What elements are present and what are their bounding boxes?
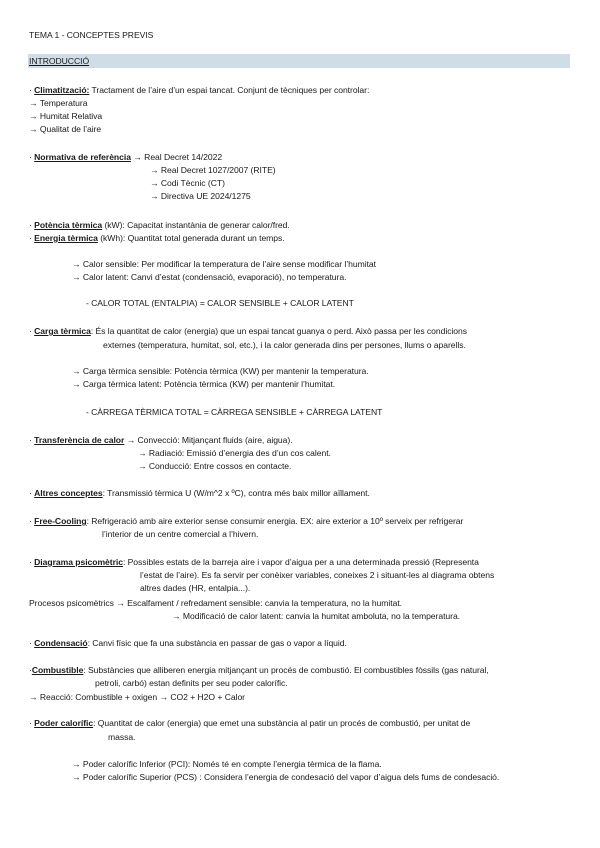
poder-line: · Poder calorífic: Quantitat de calor (energia) que emet una substància al patir un procés de combustió, per unitat de xyxy=(29,718,471,728)
calor-total: - CALOR TOTAL (ENTALPIA) = CALOR SENSIBLE + CALOR LATENT xyxy=(86,298,354,308)
altres-line: · Altres conceptes: Transmissió tèrmica U (W/m^2 x ºC), contra més baix millor aïllament. xyxy=(29,488,370,498)
procesos-line-2: → Modificació de calor latent: canvia la humitat amboluta, no la temperatura. xyxy=(172,611,461,621)
poder-line-2: massa. xyxy=(108,732,136,742)
carga-line: · Carga tèrmica: És la quantitat de calor (energia) que un espai tancat guanya o perd. Això passa per les condicions xyxy=(29,326,468,336)
diagrama-line-2: l’estat de l’aire). Es fa servir per conèixer variables, coneixes 2 i situant-les al diagrama obtens xyxy=(140,570,495,580)
list-item: → Temperatura xyxy=(29,98,88,108)
calor-latent: → Calor latent: Canvi d’estat (condensació, evaporació), no temperatura. xyxy=(72,272,347,282)
list-item: → Codi Tècnic (CT) xyxy=(150,178,225,188)
reaccio-line: → Reacció: Combustible + oxigen → CO2 + H2O + Calor xyxy=(29,692,245,702)
list-item: → Real Decret 1027/2007 (RITE) xyxy=(150,165,276,175)
condensacio-line: · Condensació: Canvi físic que fa una substància en passar de gas o vapor a líquid. xyxy=(29,638,347,648)
list-item: → Directiva UE 2024/1275 xyxy=(150,191,251,201)
diagrama-line: · Diagrama psicomètric: Possibles estats de la barreja aire i vapor d’aigua per a una determinada pressió (Representa xyxy=(29,557,479,567)
term: Climatització: xyxy=(34,85,90,95)
section-heading: INTRODUCCIÓ xyxy=(29,56,90,66)
energia-line: · Energia tèrmica (kWh): Quantitat total generada durant un temps. xyxy=(29,233,285,243)
section-highlight xyxy=(28,54,570,68)
carga-total: - CÀRREGA TÈRMICA TOTAL = CÀRREGA SENSIBLE + CÀRREGA LATENT xyxy=(86,407,383,417)
normativa-line: · Normativa de referència → Real Decret 14/2022 xyxy=(29,152,223,162)
pci-line: → Poder calorífic Inferior (PCI): Només té en compte l’energia tèrmica de la flama. xyxy=(72,759,382,769)
carga-sensible: → Carga tèrmica sensible: Potència tèrmica (KW) per mantenir la temperatura. xyxy=(72,366,369,376)
diagrama-line-3: altres dades (HR, entalpia...). xyxy=(140,583,251,593)
list-item: → Conducció: Entre cossos en contacte. xyxy=(138,461,292,471)
calor-sensible: → Calor sensible: Per modificar la temperatura de l’aire sense modificar l’humitat xyxy=(72,259,376,269)
list-item: → Radiació: Emissió d’energia des d’un cos calent. xyxy=(138,448,331,458)
page-title: TEMA 1 - CONCEPTES PREVIS xyxy=(29,30,154,40)
procesos-line: Procesos psicomètrics → Escalfament / refredament sensible: canvia la temperatura, no la humitat. xyxy=(29,598,402,608)
combustible-line-2: petroli, carbó) estan definits per seu poder calorífic. xyxy=(95,678,288,688)
pcs-line: → Poder calorífic Superior (PCS) : Considera l’energia de condesació del vapor d’aigua dels fums de condesació. xyxy=(72,772,500,782)
free-cooling-line: · Free-Cooling: Refrigeració amb aire exterior sense consumir energia. EX: aire exterior a 10º serveix per refrigerar xyxy=(29,516,464,526)
potencia-line: · Potència tèrmica (kW): Capacitat instantània de generar calor/fred. xyxy=(29,220,290,230)
combustible-line: ·Combustible: Substàncies que alliberen energia mitjançant un procés de combustió. El combustibles fòssils (gas natural, xyxy=(29,665,489,675)
free-cooling-line-2: l’interior de un centre comercial a l’hivern. xyxy=(102,529,259,539)
carga-line-2: externes (temperatura, humitat, sol, etc.), i la calor generada dins per persones, llums o aparells. xyxy=(103,340,466,350)
list-item: → Humitat Relativa xyxy=(29,111,103,121)
climatitzacio-line: · Climatització: Tractament de l’aire d’un espai tancat. Conjunt de tècniques per controlar: xyxy=(29,85,370,95)
transferencia-line: · Transferència de calor → Convecció: Mitjançant fluids (aire, aigua). xyxy=(29,435,293,445)
carga-latent: → Carga tèrmica latent: Potència tèrmica (KW) per mantenir l’humitat. xyxy=(72,379,336,389)
list-item: → Qualitat de l’aire xyxy=(29,124,102,134)
